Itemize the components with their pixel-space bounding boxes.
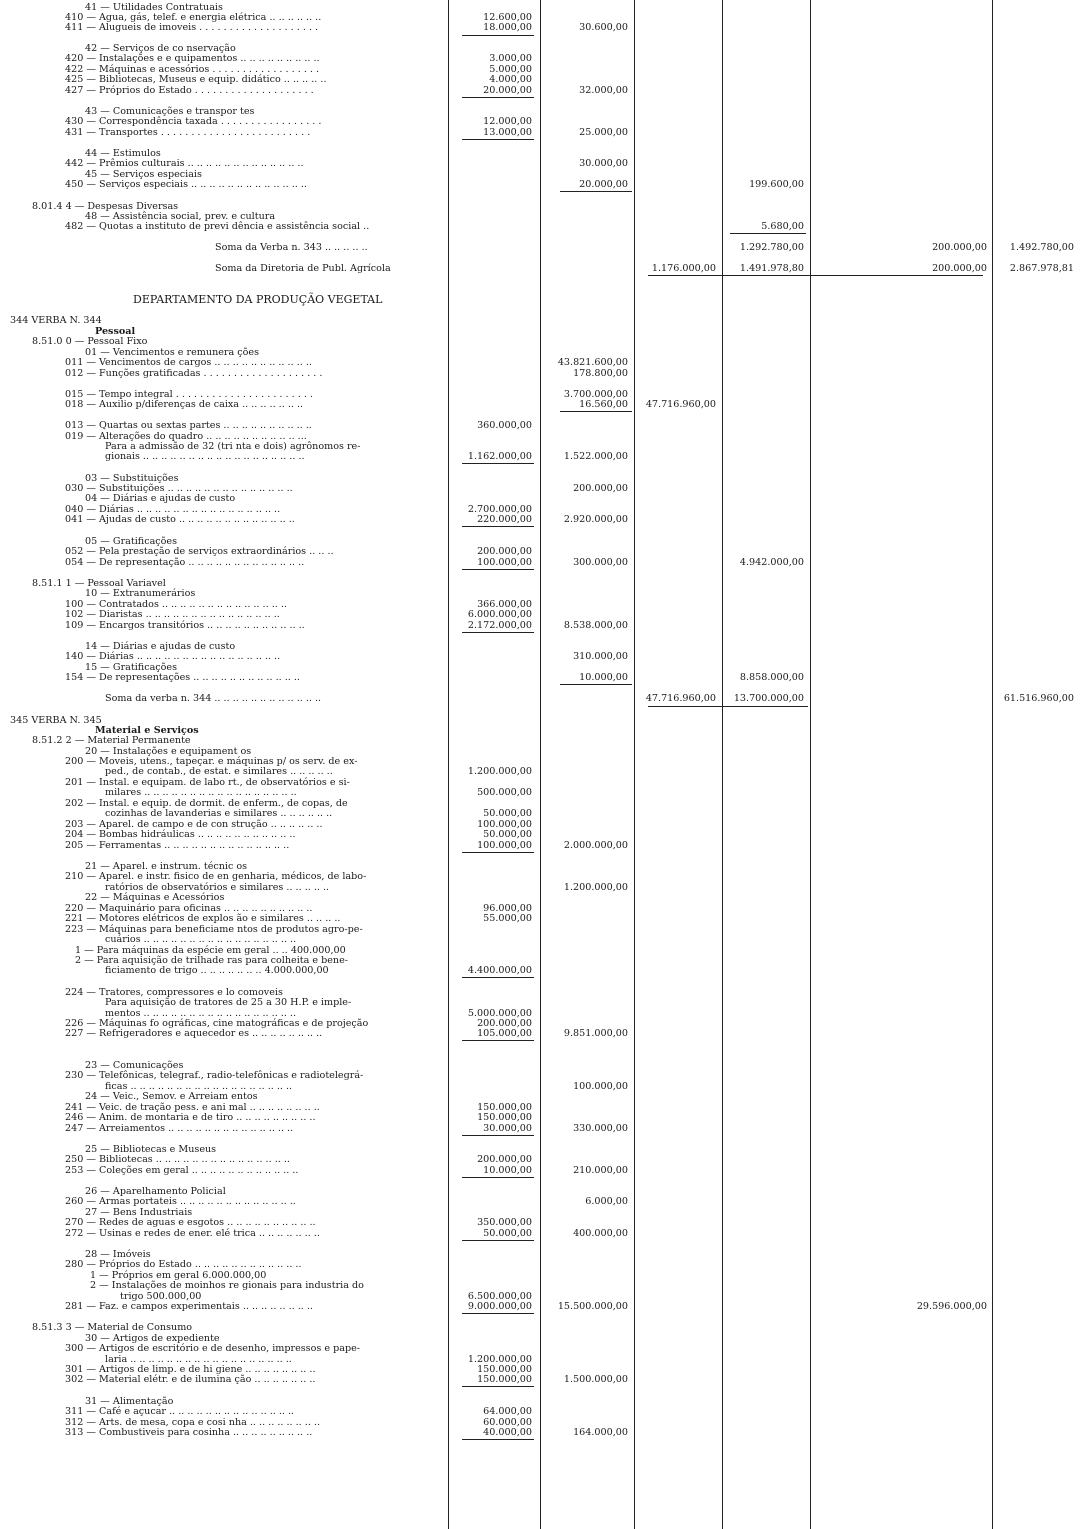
amount-a1: 150.000,00 xyxy=(477,1112,532,1123)
subtotal-rule xyxy=(462,852,534,853)
ledger-row xyxy=(0,515,1082,525)
amount-a1: 100.000,00 xyxy=(477,840,532,851)
amount-a4: 4.942.000,00 xyxy=(739,557,804,568)
amount-a1: 55.000,00 xyxy=(483,913,532,924)
ledger-row xyxy=(0,809,1082,819)
row-description: 345 VERBA N. 345 xyxy=(10,715,102,726)
ledger-row xyxy=(0,1260,1082,1270)
row-description: ratórios de observatórios e similares .. .. .. .. .. xyxy=(105,882,330,893)
row-description: 44 — Estimulos xyxy=(85,148,161,159)
amount-a4: 199.600,00 xyxy=(749,179,804,190)
row-description: 200 — Moveis, utens., tapeçar. e máquinas p/ os serv. de ex- xyxy=(65,756,358,767)
amount-a3: 47.716.960,00 xyxy=(645,399,716,410)
row-description: 8.51.1 1 — Pessoal Variavel xyxy=(32,578,166,589)
amount-a2: 1.500.000,00 xyxy=(563,1374,628,1385)
subtotal-rule xyxy=(462,1040,534,1041)
ledger-row xyxy=(0,1229,1082,1239)
amount-a1: 200.000,00 xyxy=(477,1018,532,1029)
row-description: 312 — Arts. de mesa, copa e cosi nha .. .. .. .. .. .. .. .. xyxy=(65,1417,321,1428)
row-description: 054 — De representação .. .. .. .. .. .. .. .. .. .. .. .. .. xyxy=(65,557,305,568)
row-description: Soma da Verba n. 343 .. .. .. .. .. xyxy=(215,242,368,253)
ledger-row xyxy=(0,1428,1082,1438)
ledger-row xyxy=(0,1155,1082,1165)
ledger-row xyxy=(0,966,1082,976)
row-description: 8.51.2 2 — Material Permanente xyxy=(32,735,191,746)
row-description: 201 — Instal. e equipam. de labo rt., de observatórios e si- xyxy=(65,777,350,788)
row-description: 24 — Veic., Semov. e Arreiam entos xyxy=(85,1091,258,1102)
ledger-row xyxy=(0,610,1082,620)
amount-a2: 210.000,00 xyxy=(573,1165,628,1176)
row-description: 221 — Motores elétricos de explos ão e similares .. .. .. .. xyxy=(65,913,341,924)
ledger-row xyxy=(0,327,1082,337)
row-description: Pessoal xyxy=(95,326,136,337)
amount-a2: 32.000,00 xyxy=(579,85,628,96)
ledger-row xyxy=(0,1218,1082,1228)
row-description: 220 — Maquinário para oficinas .. .. .. .. .. .. .. .. .. .. xyxy=(65,903,313,914)
row-description: 203 — Aparel. de campo e de con strução .. .. .. .. .. .. xyxy=(65,819,323,830)
row-description: 011 — Vencimentos de cargos .. .. .. .. .. .. .. .. .. .. .. xyxy=(65,357,312,368)
ledger-row xyxy=(0,159,1082,169)
row-description: 223 — Máquinas para beneficiame ntos de produtos agro-pe- xyxy=(65,924,363,935)
ledger-row xyxy=(0,421,1082,431)
row-description: 280 — Próprios do Estado .. .. .. .. .. .. .. .. .. .. .. .. xyxy=(65,1259,302,1270)
ledger-row xyxy=(0,589,1082,599)
row-description: 102 — Diaristas .. .. .. .. .. .. .. .. .. .. .. .. .. .. .. xyxy=(65,609,280,620)
amount-a1: 1.162.000,00 xyxy=(467,451,532,462)
row-description: DEPARTAMENTO DA PRODUÇÃO VEGETAL xyxy=(133,293,383,306)
subtotal-rule xyxy=(462,1386,534,1387)
amount-a2: 2.000.000,00 xyxy=(563,840,628,851)
amount-a1: 100.000,00 xyxy=(477,557,532,568)
ledger-row xyxy=(0,621,1082,631)
row-description: 344 VERBA N. 344 xyxy=(10,315,102,326)
row-description: 22 — Máquinas e Acessórios xyxy=(85,892,225,903)
amount-a1: 60.000,00 xyxy=(483,1417,532,1428)
row-description: 03 — Substituições xyxy=(85,473,179,484)
row-description: mentos .. .. .. .. .. .. .. .. .. .. .. .. .. .. .. .. .. xyxy=(105,1008,297,1019)
row-description: 030 — Substituições .. .. .. .. .. .. .. .. .. .. .. .. .. .. xyxy=(65,483,293,494)
row-description: 302 — Material elétr. e de ilumina ção .. .. .. .. .. .. .. xyxy=(65,1374,316,1385)
row-description: 040 — Diárias .. .. .. .. .. .. .. .. .. .. .. .. .. .. .. .. xyxy=(65,504,281,515)
row-description: 420 — Instalações e e quipamentos .. .. .. .. .. .. .. .. .. xyxy=(65,53,320,64)
row-description: 8.51.0 0 — Pessoal Fixo xyxy=(32,336,148,347)
row-description: 2 — Para aquisição de trilhade ras para colheita e bene- xyxy=(75,955,349,966)
row-description: 2 — Instalações de moinhos re gionais para industria do xyxy=(90,1280,364,1291)
row-description: 14 — Diárias e ajudas de custo xyxy=(85,641,236,652)
row-description: 425 — Bibliotecas, Museus e equip. didático .. .. .. .. .. xyxy=(65,74,327,85)
amount-a1: 64.000,00 xyxy=(483,1406,532,1417)
row-description: 281 — Faz. e campos experimentais .. .. .. .. .. .. .. .. xyxy=(65,1301,313,1312)
amount-a2: 1.522.000,00 xyxy=(563,451,628,462)
ledger-row xyxy=(0,788,1082,798)
amount-a4: 1.491.978,80 xyxy=(739,263,804,274)
amount-a2: 3.700.000,00 xyxy=(563,389,628,400)
amount-a6: 2.867.978,81 xyxy=(1009,263,1074,274)
row-description: milares .. .. .. .. .. .. .. .. .. .. .. .. .. .. .. .. .. xyxy=(105,787,297,798)
row-description: 272 — Usinas e redes de ener. elé trica .. .. .. .. .. .. .. xyxy=(65,1228,320,1239)
ledger-row xyxy=(0,1197,1082,1207)
amount-a1: 50.000,00 xyxy=(483,1228,532,1239)
ledger-row xyxy=(0,369,1082,379)
row-description: 25 — Bibliotecas e Museus xyxy=(85,1144,217,1155)
row-description: 253 — Coleções em geral .. .. .. .. .. .. .. .. .. .. .. .. xyxy=(65,1165,299,1176)
row-description: 10 — Extranumerários xyxy=(85,588,196,599)
row-description: Soma da Diretoria de Publ. Agrícola xyxy=(215,263,391,274)
ledger-row xyxy=(0,1071,1082,1081)
amount-a1: 200.000,00 xyxy=(477,1154,532,1165)
amount-a1: 220.000,00 xyxy=(477,514,532,525)
row-description: Material e Serviços xyxy=(95,725,199,736)
amount-a1: 150.000,00 xyxy=(477,1102,532,1113)
ledger-row xyxy=(0,694,1082,704)
row-description: 300 — Artigos de escritório e de desenho, impressos e pape- xyxy=(65,1343,361,1354)
ledger-row xyxy=(0,117,1082,127)
row-description: 012 — Funções gratificadas . . . . . . . . . . . . . . . . . . . . xyxy=(65,368,323,379)
row-description: 41 — Utilidades Contratuais xyxy=(85,2,223,13)
row-description: 8.01.4 4 — Despesas Diversas xyxy=(32,201,179,212)
row-description: 48 — Assistência social, prev. e cultura xyxy=(85,211,276,222)
ledger-row xyxy=(0,494,1082,504)
row-description: 224 — Tratores, compressores e lo comoveis xyxy=(65,987,283,998)
row-description: Para a admissão de 32 (tri nta e dois) agrônomos re- xyxy=(105,441,361,452)
row-description: 109 — Encargos transitórios .. .. .. .. .. .. .. .. .. .. .. xyxy=(65,620,305,631)
amount-a1: 4.000,00 xyxy=(489,74,532,85)
row-description: 15 — Gratificações xyxy=(85,662,178,673)
row-description: 27 — Bens Industriais xyxy=(85,1207,193,1218)
amount-a2: 400.000,00 xyxy=(573,1228,628,1239)
row-description: 45 — Serviços especiais xyxy=(85,169,202,180)
amount-a1: 360.000,00 xyxy=(477,420,532,431)
amount-a4: 8.858.000,00 xyxy=(739,672,804,683)
row-description: 427 — Próprios do Estado . . . . . . . . . . . . . . . . . . . . xyxy=(65,85,314,96)
row-description: 26 — Aparelhamento Policial xyxy=(85,1186,226,1197)
row-description: cuários .. .. .. .. .. .. .. .. .. .. .. .. .. .. .. .. .. xyxy=(105,934,297,945)
amount-a1: 366.000,00 xyxy=(477,599,532,610)
amount-a2: 300.000,00 xyxy=(573,557,628,568)
row-description: 140 — Diárias .. .. .. .. .. .. .. .. .. .. .. .. .. .. .. .. xyxy=(65,651,281,662)
amount-a2: 8.538.000,00 xyxy=(563,620,628,631)
amount-a2: 6.000,00 xyxy=(585,1196,628,1207)
ledger-row xyxy=(0,935,1082,945)
amount-a5: 200.000,00 xyxy=(932,263,987,274)
ledger-row xyxy=(0,767,1082,777)
amount-a3: 1.176.000,00 xyxy=(651,263,716,274)
ledger-row xyxy=(0,1166,1082,1176)
amount-a2: 16.560,00 xyxy=(579,399,628,410)
row-description: 431 — Transportes . . . . . . . . . . . . . . . . . . . . . . . . . xyxy=(65,127,311,138)
subtotal-rule xyxy=(560,191,632,192)
row-description: 1 — Para máquinas da espécie em geral .. .. 400.000,00 xyxy=(75,945,346,956)
amount-a1: 40.000,00 xyxy=(483,1427,532,1438)
amount-a2: 330.000,00 xyxy=(573,1123,628,1134)
amount-a3: 47.716.960,00 xyxy=(645,693,716,704)
row-description: Para aquisição de tratores de 25 a 30 H.P. e imple- xyxy=(105,997,352,1008)
amount-a1: 12.600,00 xyxy=(483,12,532,23)
row-description: 301 — Artigos de limp. e de hi giene .. .. .. .. .. .. .. .. xyxy=(65,1364,316,1375)
subtotal-rule xyxy=(462,1135,534,1136)
amount-a1: 105.000,00 xyxy=(477,1028,532,1039)
amount-a1: 1.200.000,00 xyxy=(467,766,532,777)
row-description: 247 — Arreiamentos .. .. .. .. .. .. .. .. .. .. .. .. .. .. xyxy=(65,1123,294,1134)
row-description: 31 — Alimentação xyxy=(85,1396,174,1407)
row-description: 442 — Prêmios culturais .. .. .. .. .. .. .. .. .. .. .. .. .. xyxy=(65,158,304,169)
row-description: 313 — Combustiveis para cosinha .. .. .. .. .. .. .. .. .. xyxy=(65,1427,313,1438)
amount-a1: 6.000.000,00 xyxy=(467,609,532,620)
amount-a1: 9.000.000,00 xyxy=(467,1301,532,1312)
ledger-row xyxy=(0,1344,1082,1354)
row-description: 311 — Café e açucar .. .. .. .. .. .. .. .. .. .. .. .. .. .. xyxy=(65,1406,295,1417)
amount-a2: 25.000,00 xyxy=(579,127,628,138)
total-rule xyxy=(648,275,983,276)
amount-a2: 310.000,00 xyxy=(573,651,628,662)
ledger-row xyxy=(0,830,1082,840)
amount-a1: 200.000,00 xyxy=(477,546,532,557)
row-description: 018 — Auxilio p/diferenças de caixa .. .. .. .. .. .. .. xyxy=(65,399,304,410)
row-description: 052 — Pela prestação de serviços extraordinários .. .. .. xyxy=(65,546,334,557)
row-description: 227 — Refrigeradores e aquecedor es .. .. .. .. .. .. .. .. xyxy=(65,1028,323,1039)
ledger-row xyxy=(0,1029,1082,1039)
row-description: 205 — Ferramentas .. .. .. .. .. .. .. .. .. .. .. .. .. .. xyxy=(65,840,290,851)
row-description: 154 — De representações .. .. .. .. .. .. .. .. .. .. .. .. xyxy=(65,672,300,683)
amount-a4: 5.680,00 xyxy=(761,221,804,232)
amount-a1: 18.000,00 xyxy=(483,22,532,33)
amount-a2: 200.000,00 xyxy=(573,483,628,494)
amount-a1: 150.000,00 xyxy=(477,1364,532,1375)
ledger-row xyxy=(0,1375,1082,1385)
amount-a4: 13.700.000,00 xyxy=(733,693,804,704)
row-description: Soma da verba n. 344 .. .. .. .. .. .. .. .. .. .. .. .. xyxy=(105,693,322,704)
amount-a2: 10.000,00 xyxy=(579,672,628,683)
amount-a1: 6.500.000,00 xyxy=(467,1291,532,1302)
amount-a2: 30.600,00 xyxy=(579,22,628,33)
row-description: ficas .. .. .. .. .. .. .. .. .. .. .. .. .. .. .. .. .. .. xyxy=(105,1081,293,1092)
row-description: 226 — Máquinas fo ográficas, cine matográficas e de projeção xyxy=(65,1018,369,1029)
amount-a2: 2.920.000,00 xyxy=(563,514,628,525)
amount-a1: 150.000,00 xyxy=(477,1374,532,1385)
amount-a1: 100.000,00 xyxy=(477,819,532,830)
ledger-row xyxy=(0,652,1082,662)
row-description: trigo 500.000,00 xyxy=(120,1291,202,1302)
row-description: 30 — Artigos de expediente xyxy=(85,1333,220,1344)
ledger-row xyxy=(0,1281,1082,1291)
amount-a2: 178.800,00 xyxy=(573,368,628,379)
ledger-row xyxy=(0,128,1082,138)
row-description: 041 — Ajudas de custo .. .. .. .. .. .. .. .. .. .. .. .. .. xyxy=(65,514,295,525)
subtotal-rule xyxy=(462,526,534,527)
row-description: 422 — Máquinas e acessórios . . . . . . . . . . . . . . . . . . xyxy=(65,64,320,75)
ledger-row xyxy=(0,872,1082,882)
amount-a1: 12.000,00 xyxy=(483,116,532,127)
ledger-row xyxy=(0,452,1082,462)
amount-a5: 29.596.000,00 xyxy=(916,1301,987,1312)
subtotal-rule xyxy=(462,1439,534,1440)
amount-a1: 350.000,00 xyxy=(477,1217,532,1228)
subtotal-rule xyxy=(462,632,534,633)
ledger-row xyxy=(0,841,1082,851)
ledger-row xyxy=(0,54,1082,64)
amount-a1: 3.000,00 xyxy=(489,53,532,64)
ledger-row xyxy=(0,1302,1082,1312)
row-description: 04 — Diárias e ajudas de custo xyxy=(85,493,236,504)
row-description: cozinhas de lavanderias e similares .. .. .. .. .. .. xyxy=(105,808,333,819)
row-description: 015 — Tempo integral . . . . . . . . . . . . . . . . . . . . . . . xyxy=(65,389,313,400)
total-rule xyxy=(648,706,808,707)
amount-a1: 50.000,00 xyxy=(483,808,532,819)
ledger-row xyxy=(0,23,1082,33)
row-description: 250 — Bibliotecas .. .. .. .. .. .. .. .. .. .. .. .. .. .. .. xyxy=(65,1154,290,1165)
row-description: 204 — Bombas hidráulicas .. .. .. .. .. .. .. .. .. .. .. xyxy=(65,829,296,840)
row-description: 411 — Alugueis de imoveis . . . . . . . . . . . . . . . . . . . . xyxy=(65,22,319,33)
ledger-row xyxy=(0,1323,1082,1333)
ledger-row xyxy=(0,736,1082,746)
subtotal-rule xyxy=(462,569,534,570)
amount-a1: 20.000,00 xyxy=(483,85,532,96)
ledger-row xyxy=(0,180,1082,190)
row-description: 482 — Quotas a instituto de previ dência e assistência social .. xyxy=(65,221,370,232)
row-description: 019 — Alterações do quadro .. .. .. .. .. .. .. .. .. .. ... xyxy=(65,431,307,442)
row-description: 013 — Quartas ou sextas partes .. .. .. .. .. .. .. .. .. .. xyxy=(65,420,312,431)
amount-a6: 61.516.960,00 xyxy=(1003,693,1074,704)
row-description: gionais .. .. .. .. .. .. .. .. .. .. .. .. .. .. .. .. .. .. xyxy=(105,451,305,462)
amount-a2: 43.821.600,00 xyxy=(557,357,628,368)
row-description: 410 — Agua, gás, telef. e energia elétrica .. .. .. .. .. .. xyxy=(65,12,322,23)
ledger-row xyxy=(0,222,1082,232)
amount-a1: 1.200.000,00 xyxy=(467,1354,532,1365)
subtotal-rule xyxy=(462,97,534,98)
ledger-row xyxy=(0,75,1082,85)
amount-a4: 1.292.780,00 xyxy=(739,242,804,253)
row-description: 42 — Serviços de co nservação xyxy=(85,43,236,54)
ledger-row xyxy=(0,893,1082,903)
row-description: 202 — Instal. e equip. de dormit. de enferm., de copas, de xyxy=(65,798,348,809)
row-description: 05 — Gratificações xyxy=(85,536,178,547)
row-description: 430 — Correspondência taxada . . . . . . . . . . . . . . . . . xyxy=(65,116,322,127)
ledger-row xyxy=(0,243,1082,253)
ledger-row xyxy=(0,316,1082,326)
amount-a1: 4.400.000,00 xyxy=(467,965,532,976)
ledger-row xyxy=(0,264,1082,274)
row-description: 230 — Telefônicas, telegraf., radio-telefônicas e radiotelegrá- xyxy=(65,1070,364,1081)
row-description: 100 — Contratados .. .. .. .. .. .. .. .. .. .. .. .. .. .. xyxy=(65,599,287,610)
row-description: 241 — Veic. de tração pess. e ani mal .. .. .. .. .. .. .. .. xyxy=(65,1102,320,1113)
row-description: 01 — Vencimentos e remunera ções xyxy=(85,347,260,358)
subtotal-rule xyxy=(462,1313,534,1314)
ledger-row xyxy=(0,1124,1082,1134)
row-description: 28 — Imóveis xyxy=(85,1249,151,1260)
ledger-row xyxy=(0,86,1082,96)
ledger-row xyxy=(0,914,1082,924)
subtotal-rule xyxy=(462,139,534,140)
subtotal-rule xyxy=(462,35,534,36)
amount-a1: 50.000,00 xyxy=(483,829,532,840)
subtotal-rule xyxy=(560,684,632,685)
amount-a1: 500.000,00 xyxy=(477,787,532,798)
amount-a2: 30.000,00 xyxy=(579,158,628,169)
subtotal-rule xyxy=(462,463,534,464)
row-description: 246 — Anim. de montaria e de tiro .. .. .. .. .. .. .. .. .. xyxy=(65,1112,316,1123)
row-description: ficiamento de trigo .. .. .. .. .. .. .. 4.000.000,00 xyxy=(105,965,329,976)
amount-a1: 30.000,00 xyxy=(483,1123,532,1134)
row-description: 1 — Próprios em geral 6.000.000,00 xyxy=(90,1270,267,1281)
amount-a1: 5.000,00 xyxy=(489,64,532,75)
ledger-row xyxy=(0,337,1082,347)
amount-a1: 13.000,00 xyxy=(483,127,532,138)
amount-a1: 2.700.000,00 xyxy=(467,504,532,515)
ledger-row xyxy=(0,998,1082,1008)
row-description: laria .. .. .. .. .. .. .. .. .. .. .. .. .. .. .. .. .. .. xyxy=(105,1354,292,1365)
row-description: ped., de contab., de estat. e similares .. .. .. .. .. xyxy=(105,766,333,777)
amount-a2: 9.851.000,00 xyxy=(563,1028,628,1039)
ledger-row xyxy=(0,673,1082,683)
amount-a1: 10.000,00 xyxy=(483,1165,532,1176)
amount-a2: 100.000,00 xyxy=(573,1081,628,1092)
amount-a1: 5.000.000,00 xyxy=(467,1008,532,1019)
row-description: 20 — Instalações e equipament os xyxy=(85,746,252,757)
row-description: 23 — Comunicações xyxy=(85,1060,184,1071)
ledger-row xyxy=(0,1092,1082,1102)
subtotal-rule xyxy=(560,411,632,412)
amount-a1: 96.000,00 xyxy=(483,903,532,914)
amount-a1: 2.172.000,00 xyxy=(467,620,532,631)
row-description: 260 — Armas portateis .. .. .. .. .. .. .. .. .. .. .. .. .. xyxy=(65,1196,296,1207)
subtotal-rule xyxy=(462,1177,534,1178)
amount-a2: 20.000,00 xyxy=(579,179,628,190)
row-description: 21 — Aparel. e instrum. técnic os xyxy=(85,861,248,872)
row-description: 8.51.3 3 — Material de Consumo xyxy=(32,1322,193,1333)
subtotal-rule xyxy=(462,977,534,978)
amount-a6: 1.492.780,00 xyxy=(1009,242,1074,253)
ledger-row xyxy=(0,547,1082,557)
ledger-row xyxy=(0,358,1082,368)
ledger-row xyxy=(0,400,1082,410)
amount-a2: 1.200.000,00 xyxy=(563,882,628,893)
row-description: 210 — Aparel. e instr. fisico de en genharia, médicos, de labo- xyxy=(65,871,367,882)
ledger-row xyxy=(0,1407,1082,1417)
amount-a5: 200.000,00 xyxy=(932,242,987,253)
ledger-row xyxy=(0,558,1082,568)
row-description: 43 — Comunicações e transpor tes xyxy=(85,106,255,117)
ledger-row xyxy=(0,295,1082,305)
subtotal-rule xyxy=(730,233,806,234)
row-description: 270 — Redes de aguas e esgotos .. .. .. .. .. .. .. .. .. .. xyxy=(65,1217,316,1228)
ledger-row xyxy=(0,1113,1082,1123)
amount-a2: 15.500.000,00 xyxy=(557,1301,628,1312)
subtotal-rule xyxy=(462,1240,534,1241)
row-description: 450 — Serviços especiais .. .. .. .. .. .. .. .. .. .. .. .. .. xyxy=(65,179,307,190)
amount-a2: 164.000,00 xyxy=(573,1427,628,1438)
